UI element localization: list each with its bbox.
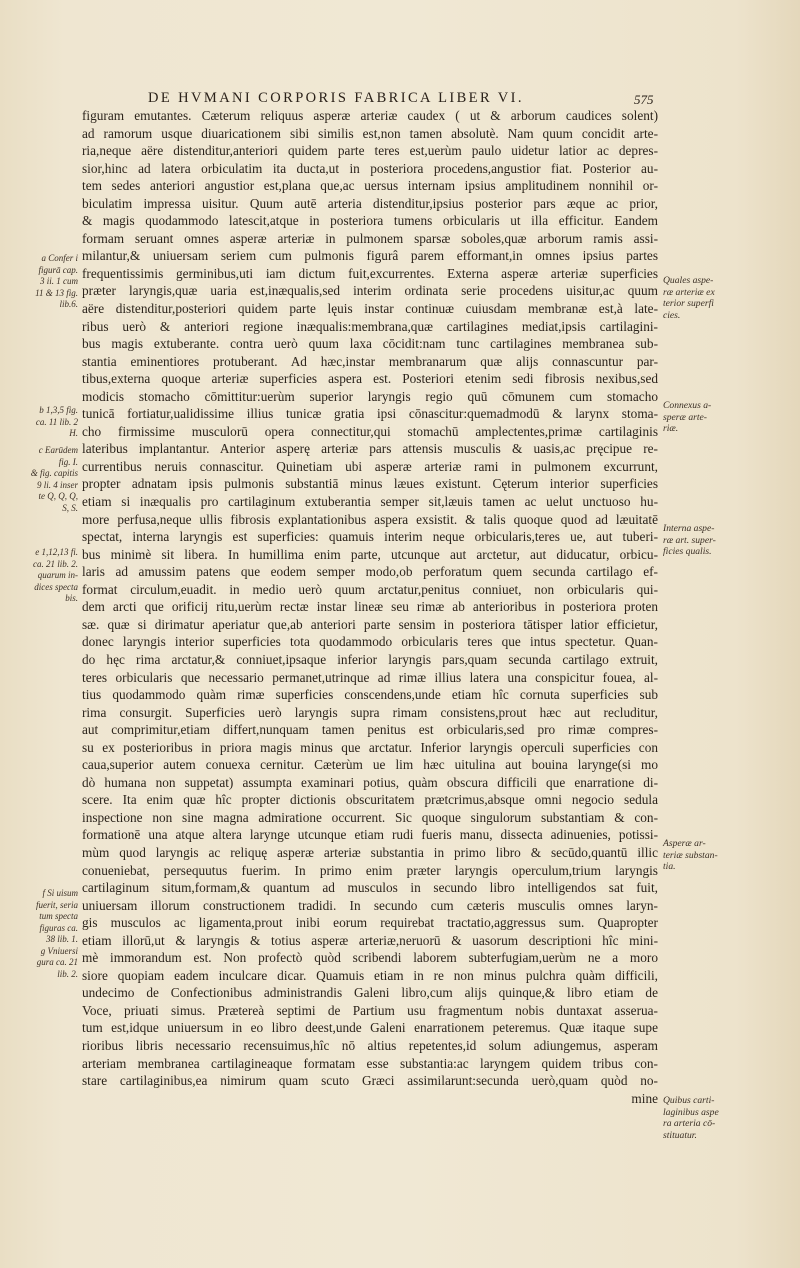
text-line: mùm quod laryngis ac reliquę asperæ arteriæ substantia in primo libro & secūdo,quantū illic [82,844,658,860]
text-line: bus minimè sit libera. In humillima enim parte, utcunque aut arctetur, aut diducatur, orbicu- [82,546,658,562]
margin-note-line: e 1,12,13 fi. [35,547,78,557]
margin-note-line: tia. [663,861,676,873]
text-line: figuram emutantes. Cæterum reliquus asperæ arteriæ caudex ( ut & arborum caudices solent) [82,108,658,123]
text-line: etiam illorū,ut & laryngis & totius asperæ arteriæ,neruorū & uasorum descriptioni hîc mini- [82,932,658,948]
margin-note-line: riæ. [663,423,679,435]
margin-note-line: speræ arte- [663,411,707,423]
margin-note [16,405,78,440]
text-line: do hęc rima arctatur,& conniuet,ipsaque inferior laryngis pars,quam secunda cartilago extruit, [82,651,658,667]
margin-note [16,888,78,980]
text-line: gis musculos ac ligamenta,prout inibi eorum requirebat tractatio,aggressus sum. Quapropter [82,915,658,931]
margin-note-line: lib.6. [59,299,78,309]
running-head: DE HVMANI CORPORIS FABRICA LIBER VI. [148,90,524,106]
text-line: sior,hinc ad latera orbiculatim ita ducta,ut in posteriora procedens,angustior fiat. Posterior au- [82,160,658,176]
text-line: Voce, priuati simus. Prætereà septimi de Partium usu fragmentum nobis duntaxat asserua- [82,1002,658,1018]
margin-note-line: b 1,3,5 fig. [39,405,78,415]
text-line: biculatim impressa uisitur. Quum autē arteria distenditur,ipsius posterior pars æque ac prior, [82,195,658,211]
text-line: milantur,& uniuersam seriem cum pulmonis figurâ parem efformant,in omnes ipsius partes [82,248,658,264]
text-line: mine [631,1090,658,1106]
margin-note-line: cies. [663,309,681,321]
margin-note-line: a Confer i [41,253,78,263]
text-line: cartilaginum situm,formam,& quantum ad musculos in secundo libro intelligendos sat fuit, [82,880,658,896]
margin-note [663,275,743,321]
text-line: tibus,externa quoque arteriæ superficies aspera est. Posteriori etenim sedi fibrosis nexibus,sed [82,371,658,387]
margin-note-line: lib. 2. [57,968,78,979]
margin-note-line: terior superfi [663,298,714,310]
margin-note [663,838,743,873]
margin-note [663,523,743,558]
margin-note-line: te Q, Q, Q, [38,491,78,501]
text-line: more perfusa,neque ullis fibrosis explantationibus aspera exsistit. & talis quoque quod ad læuitatē [82,511,658,527]
text-line: dem arcti que orificij ritu,uerùm rectæ instar lineæ seu rimæ ab anterioribus in posteriora proten [82,599,658,615]
text-line: formam seruant omnes asperæ arteriæ in pulmonem sparsæ soboles,quæ arborum ramis assi- [82,230,658,246]
margin-note-line: ra arteria cō- [663,1118,716,1130]
margin-note-line: ca. 21 lib. 2. [33,558,78,569]
margin-note-line: H. [69,428,78,438]
margin-note-line: ficies qualis. [663,546,712,558]
margin-note-line: Quales aspe- [663,275,714,286]
text-line: uniuersam illorum constructionem tradidi. In secundo cum cæteris musculis omnes laryn- [82,897,658,913]
margin-note-line: 9 li. 4 inser [36,479,78,490]
text-line: & magis quodammodo latescit,atque in posteriora tumens orbicularis ut illa efficitur. Eandem [82,213,658,229]
margin-note-line: 38 lib. 1. [45,934,78,944]
margin-note-line: dices specta [34,581,78,592]
text-line: frequentissimis germinibus,uti iam dictum fuit,excurrentes. Externa asperæ arteriæ superficies [82,265,658,281]
margin-note-line: ca. 11 lib. 2 [35,416,78,427]
text-line: præter laryngis,quæ uaria est,inæqualis,sed interim ordinata serie procedens uisitur,ac quum [82,283,658,299]
text-line: propter adnatam ipsis pulmonis substantiā minus læues existunt. Cęterum interior superficies [82,476,658,492]
margin-note-line: stituatur. [663,1129,697,1141]
text-line: siore quopiam eadem inculcare dicar. Quamuis etiam in re non minus pulchra quàm difficili, [82,967,658,983]
text-line: rima consurgit. Superficies uerò laryngis supra rimam consistens,prout hæc aut recluditur, [82,704,658,720]
margin-note-line: fig. I. [58,456,78,467]
margin-note-line: Interna aspe- [663,523,715,534]
text-line: modicis stomacho cōmittitur:uerùm superior laryngis regio quū cōmunem cum stomacho [82,388,658,404]
margin-note-line: g Vniuersi [40,945,78,956]
text-line: rioribus libris necessario recensuimus,hîc nō altius repetentes,id solum adiungemus, asperam [82,1037,658,1053]
margin-note [16,253,78,311]
main-text-block [82,107,658,1107]
margin-note-line: teriæ substan- [663,849,718,861]
margin-note [663,1095,743,1141]
text-line: cho firmissime musculorū opera connectitur,qui stomachū amplectentes,primæ cartilaginis [82,423,658,439]
text-line: lateribus implantantur. Anterior asperę arteriæ pars attensis musculis & uasis,ac pręcipue re- [82,441,658,457]
text-line: bus magis extuberante. contra uerò quum laxa cōcidit:nam tunc cartilagines membranea sub- [82,336,658,352]
text-line: arteriam membranea cartilagineaque formatam esse substantia:ac laryngem quidem tribus con- [82,1055,658,1071]
text-line: undecimo de Confectionibus administrandis Galeni libro,cum alijs quinque,& libro etiam de [82,985,658,1001]
text-line: ad ramorum usque diuaricationem sibi similis est,non tamen absolutè. Nam quum concidit arte- [82,125,658,141]
margin-note-line: c Earūdem [38,445,78,455]
text-line: sæ. quæ si dirimatur aperiatur que,ab anteriori parte sensim in posteriora tātisper latior efficietur, [82,616,658,632]
text-line: caua,superior autem conuexa cernitur. Cæterùm ue lim hæc uitulina aut bouina larynge(si mo [82,757,658,773]
text-line: laris ad amussim patens que eodem semper modo,ob perforatum quem secunda cartilago ef- [82,564,658,580]
text-line: su ex posterioribus in priora magis minus que arctatur. Inferior laryngis operculi superficies con [82,739,658,755]
text-line: dò humana non suppetat) assumpta examinari potius, quàm obscura difficili que enarratione di- [82,774,658,790]
margin-note-line: figuras ca. [39,922,78,933]
margin-note-line: Asperæ ar- [663,838,706,849]
margin-note-line: f Si uisum [42,888,78,898]
text-line: tem sedes anteriori angustior est,plana que,ac uersus internam ipsius amplitudinem nonnihil or- [82,178,658,194]
text-line: stantia eminentiores protuberant. Ad hæc,instar membranarum quæ alijs connascuntur par- [82,353,658,369]
text-line: format circulum,euadit. in medio uerò quum arctatur,penitus conniuet, non orbicularis qui- [82,581,658,597]
margin-note-line: laginibus aspe [663,1106,719,1118]
text-line: donec laryngis interior superficies tota quodammodo orbicularis teres que intus spectetur. Quan- [82,634,658,650]
text-line: tius quodammodo quàm rimæ superficies conscendens,unde etiam hîc cornuta superficies sub [82,687,658,703]
margin-note-line: 3 ii. 1 cum [40,276,78,286]
text-line: ribus uerò & anteriori regione inæqualis:membrana,quæ cartilagines mediat,ipsis cartilagini- [82,318,658,334]
margin-note [16,547,78,605]
margin-note-line: ræ art. super- [663,534,716,546]
text-line: tunicā fortiatur,ualidissime illius tunicæ gratia ipsi cōnascitur:quemadmodū & larynx stoma- [82,406,658,422]
text-line: aëre distenditur,posteriori quidem parte lęuis instar continuæ cuiusdam membranæ est,à late- [82,301,658,317]
margin-note-line: 11 & 13 fig. [35,287,78,298]
text-line: currentibus neruis connascitur. Quinetiam ubi asperæ arteriæ rami in pulmonem excurrunt, [82,458,658,474]
text-line: formationē una atque altera larynge utcunque etiam rudi fueris manu, dissecta adinuenies, potissi- [82,827,658,843]
text-line: conueniebat, persequutus fuerim. In primo enim præter laryngis operculum,trium laryngis [82,862,658,878]
margin-note-line: fuerit, seria [36,899,78,910]
margin-note [663,400,743,435]
margin-note-line: ræ arteriæ ex [663,286,715,298]
text-line: etiam si inæqualis pro cartilaginum extuberantia semper sit,læuis tamen ac uelut unctuoso hu- [82,494,658,510]
text-line: inspectione non sine magna admiratione occurrent. Sic quoque singulorum substantiam & con- [82,809,658,825]
margin-note-line: Connexus a- [663,400,712,411]
text-line: teres orbicularis que necessario permanet,utrinque ad rimæ illius latera una conspicitur fouea, al- [82,669,658,685]
text-line: spectat, interna laryngis est superficies: quamuis interim neque orbicularis,teres ue, aut tuberi- [82,529,658,545]
text-line: tum est,idque uniuersum in eo libro deest,unde Galeni enarrationem peteremus. Quæ itaque supe [82,1020,658,1036]
text-line: scere. Ita enim quæ hîc propter dictionis obscuritatem prætcrimus,absque omni negocio sedula [82,792,658,808]
text-line: stare cartilaginibus,ea nimirum quam scuto Græci assimilarunt:secunda uerò,quam quòd no- [82,1073,658,1089]
text-line: ria,neque aëre distenditur,anteriori quidem parte teres est,uerùm paulo uidetur latior ac depres- [82,143,658,159]
margin-note-line: quarum in- [37,570,78,580]
margin-note-line: S, S. [62,502,78,513]
page-number: 575 [634,92,654,107]
margin-note-line: Quibus carti- [663,1095,715,1106]
margin-note-line: figurā cap. [38,264,78,275]
margin-note-line: bis. [65,593,78,603]
text-line: mè immorandum est. Non profectò quòd scribendi laborem subterfugiam,uerùm ne a moro [82,950,658,966]
margin-note-line: gura ca. 21 [36,957,78,967]
text-line: aut comprimitur,etiam differt,nunquam tamen penitus est orbicularis,sed pro rimæ compres- [82,722,658,738]
margin-note-line: tum specta [39,911,78,921]
margin-note-line: & fig. capitis [30,468,78,478]
margin-note [16,445,78,514]
